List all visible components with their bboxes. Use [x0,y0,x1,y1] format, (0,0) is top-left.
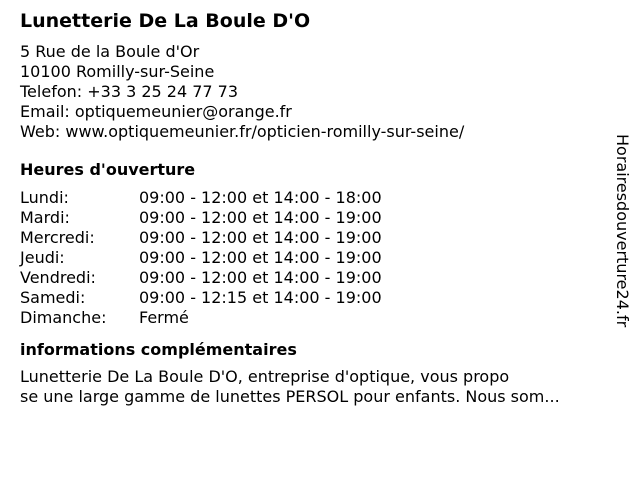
hours-value: 09:00 - 12:00 et 14:00 - 19:00 [139,208,382,227]
store-name: Lunetterie De La Boule D'O [20,10,311,32]
hours-row-saturday [20,288,382,308]
day-label: Vendredi: [20,268,96,287]
address-line-1: 5 Rue de la Boule d'Or [20,42,200,61]
website-text: Web: www.optiquemeunier.fr/opticien-romilly-sur-seine/ [20,122,465,141]
hours-value: 09:00 - 12:00 et 14:00 - 19:00 [139,268,382,287]
opening-hours-heading: Heures d'ouverture [20,160,196,179]
hours-value: 09:00 - 12:00 et 14:00 - 19:00 [139,248,382,267]
store-info-card [20,8,610,407]
hours-value: Fermé [139,308,189,327]
hours-row-thursday [20,248,382,268]
phone-text: Telefon: +33 3 25 24 77 73 [20,82,239,101]
hours-value: 09:00 - 12:00 et 14:00 - 19:00 [139,228,382,247]
email-text: Email: optiquemeunier@orange.fr [20,102,292,121]
hours-value: 09:00 - 12:15 et 14:00 - 19:00 [139,288,382,307]
description-line-2: se une large gamme de lunettes PERSOL pour enfants. Nous som... [20,387,560,406]
opening-hours-table [20,188,382,328]
description-line-1: Lunetterie De La Boule D'O, entreprise d'optique, vous propo [20,367,510,386]
hours-row-monday [20,188,382,208]
day-label: Mercredi: [20,228,95,247]
hours-row-wednesday [20,228,382,248]
address-line-2: 10100 Romilly-sur-Seine [20,62,215,81]
day-label: Samedi: [20,288,86,307]
day-label: Mardi: [20,208,70,227]
description-text [20,367,610,407]
hours-row-sunday [20,308,382,328]
hours-row-tuesday [20,208,382,228]
day-label: Jeudi: [20,248,65,267]
address-block [20,42,610,142]
site-watermark: Horairesdouverture24.fr [613,134,632,328]
day-label: Lundi: [20,188,69,207]
additional-info-heading: informations complémentaires [20,340,297,359]
hours-value: 09:00 - 12:00 et 14:00 - 18:00 [139,188,382,207]
day-label: Dimanche: [20,308,107,327]
hours-row-friday [20,268,382,288]
